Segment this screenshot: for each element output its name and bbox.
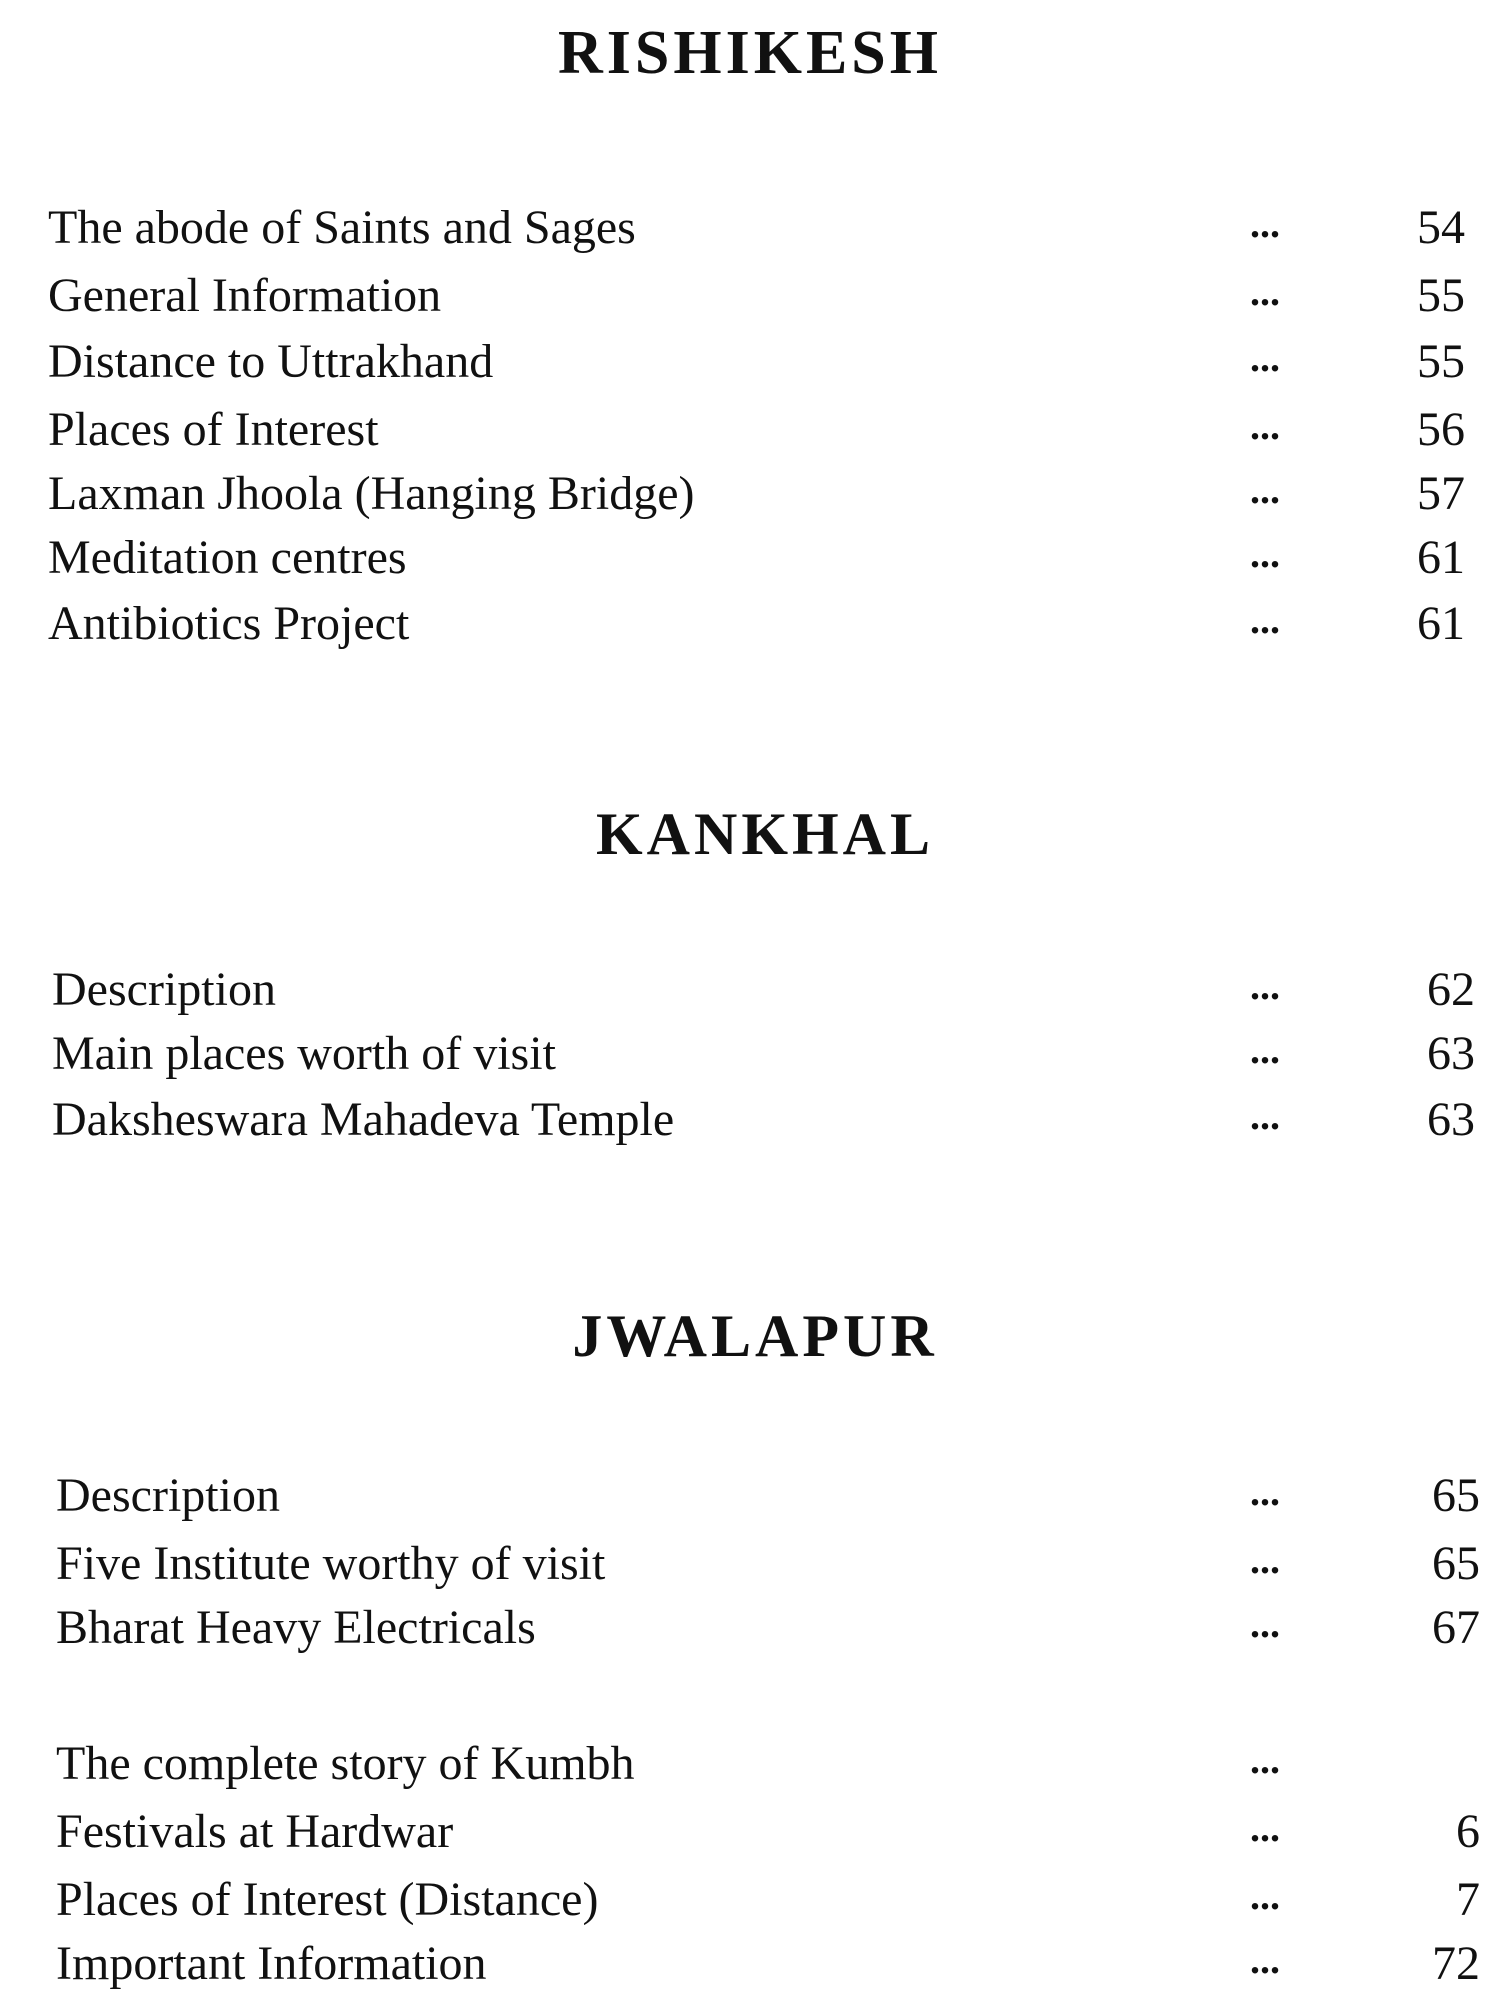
entry-title: Meditation centres (48, 531, 407, 584)
toc-entry (0, 466, 1500, 526)
entry-title: Description (52, 963, 276, 1016)
page-number: 7 (1456, 1873, 1480, 1926)
page-number: 72 (1432, 1937, 1480, 1990)
entry-title: General Information (48, 269, 442, 322)
entry-title: Antibiotics Project (48, 597, 410, 650)
page-number: 55 (1417, 269, 1465, 322)
toc-entry (0, 268, 1500, 328)
section-heading-kankhal: KANKHAL (595, 801, 935, 867)
toc-entry (0, 1872, 1500, 1932)
toc-entry (0, 1536, 1500, 1596)
entry-title: Distance to Uttrakhand (48, 335, 494, 388)
page-number: 6 (1456, 1805, 1480, 1858)
dot-leader: ... (1250, 335, 1280, 380)
dot-leader: ... (1250, 1805, 1280, 1850)
dot-leader: ... (1250, 1469, 1280, 1514)
entry-title: Description (56, 1469, 280, 1522)
entry-title: Daksheswara Mahadeva Temple (52, 1093, 675, 1146)
dot-leader: ... (1250, 1601, 1280, 1646)
page-number: 65 (1432, 1537, 1480, 1590)
page-number: 54 (1417, 201, 1465, 254)
page-number: 56 (1417, 403, 1465, 456)
dot-leader: ... (1250, 1937, 1280, 1982)
entry-title: Festivals at Hardwar (56, 1805, 454, 1858)
dot-leader: ... (1250, 269, 1280, 314)
section-heading-rishikesh: RISHIKESH (557, 19, 943, 87)
toc-entry (0, 596, 1500, 656)
toc-entry (0, 334, 1500, 394)
toc-entry (0, 1468, 1500, 1528)
dot-leader: ... (1250, 201, 1280, 246)
toc-entry (0, 1936, 1500, 1996)
page-number: 61 (1417, 531, 1465, 584)
dot-leader: ... (1250, 1873, 1280, 1918)
dot-leader: ... (1250, 467, 1280, 512)
entry-title: Main places worth of visit (52, 1027, 556, 1080)
toc-entry (0, 1600, 1500, 1660)
dot-leader: ... (1250, 597, 1280, 642)
toc-entry (0, 962, 1500, 1022)
page-number: 65 (1432, 1469, 1480, 1522)
toc-entry (0, 200, 1500, 260)
dot-leader: ... (1250, 1027, 1280, 1072)
entry-title: The abode of Saints and Sages (48, 201, 636, 254)
page-number: 67 (1432, 1601, 1480, 1654)
dot-leader: ... (1250, 963, 1280, 1008)
entry-title: Important Information (56, 1937, 487, 1990)
entry-title: Laxman Jhoola (Hanging Bridge) (48, 467, 695, 520)
toc-entry (0, 1026, 1500, 1086)
dot-leader: ... (1250, 1537, 1280, 1582)
toc-entry (0, 1092, 1500, 1152)
entry-title: Places of Interest (Distance) (56, 1873, 599, 1926)
entry-title: Places of Interest (48, 403, 379, 456)
section-heading-jwalapur: JWALAPUR (572, 1303, 938, 1369)
dot-leader: ... (1250, 1093, 1280, 1138)
toc-entry (0, 1736, 1500, 1796)
page-number: 62 (1427, 963, 1475, 1016)
page-number: 57 (1417, 467, 1465, 520)
dot-leader: ... (1250, 403, 1280, 448)
page-number: 63 (1427, 1093, 1475, 1146)
toc-entry (0, 530, 1500, 590)
entry-title: The complete story of Kumbh (56, 1737, 635, 1790)
dot-leader: ... (1250, 1737, 1280, 1782)
page-number: 63 (1427, 1027, 1475, 1080)
entry-title: Five Institute worthy of visit (56, 1537, 606, 1590)
toc-entry (0, 402, 1500, 462)
page-number: 61 (1417, 597, 1465, 650)
dot-leader: ... (1250, 531, 1280, 576)
page-number: 55 (1417, 335, 1465, 388)
entry-title: Bharat Heavy Electricals (56, 1601, 536, 1654)
toc-entry (0, 1804, 1500, 1864)
